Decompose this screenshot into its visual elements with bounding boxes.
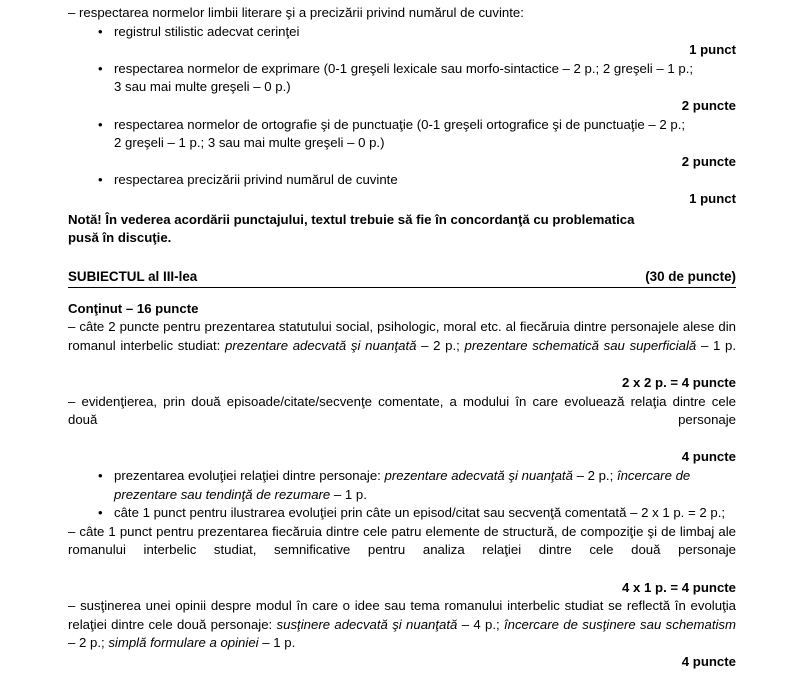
- criterion-paragraph: [68, 318, 736, 374]
- list-item: [68, 504, 736, 523]
- run-text-italic: susţinere adecvată şi nuanţată: [276, 616, 458, 632]
- subject-title: SUBIECTUL al III-lea: [68, 268, 198, 284]
- score-value: 4 puncte: [681, 654, 736, 669]
- score-value: 1 punct: [689, 190, 736, 206]
- score-value: 4 x 1 p. = 4 puncte: [622, 579, 736, 595]
- run-text-italic: prezentare adecvată şi nuanţată: [224, 337, 417, 353]
- run-text: – 2 p.;: [416, 337, 465, 353]
- content-section-title: Conţinut – 16 puncte: [68, 300, 199, 316]
- run-text: – 1 p.: [696, 337, 736, 353]
- criteria-lead-text: – respectarea normelor limbii literare şi a precizării privind numărul de cuvinte:: [68, 5, 524, 20]
- run-text: – câte 2 puncte pentru prezentarea statutului social, psihologic, moral etc. al fiecăruia dintre personajele alese din romanul interbelic studiat:: [68, 319, 736, 353]
- run-text: – 1 p.: [330, 486, 367, 502]
- run-text: – susţinerea unei opinii despre modul în care o idee sau tema romanului interbelic studiat se reflectă în evoluţia relaţiei dintre cele două personaje:: [68, 598, 736, 632]
- run-text-italic: încercare de susţinere sau schematism: [503, 616, 736, 632]
- list-item-line: respectarea normelor de exprimare (0-1 greşeli lexicale sau morfo-sintactice – 2 p.; 2 greşeli – 1 p.;: [114, 60, 694, 76]
- bullet-icon: •: [98, 172, 103, 188]
- run-text: – 2 p.;: [572, 468, 617, 484]
- score-value: 4 puncte: [681, 449, 736, 465]
- bullet-icon: •: [98, 505, 103, 521]
- bullet-icon: •: [98, 60, 103, 76]
- note-block: [68, 211, 736, 248]
- document-content: [68, 4, 736, 690]
- run-text: – câte 1 punct pentru prezentarea fiecăruia dintre cele patru elemente de structură, de compoziţie şi de limbaj ale romanului interbelic studiat, semnificative pentru analiza relaţiei dintre cele două personaje: [68, 523, 736, 558]
- run-text: – 1 p.: [258, 635, 296, 651]
- run-text-italic: prezentare schematică sau superficială: [464, 337, 697, 353]
- run-text: – 2 p.;: [68, 635, 109, 651]
- run-text-italic: încercare de prezentare sau tendinţă de rezumare: [114, 468, 691, 502]
- bullet-icon: •: [98, 116, 103, 132]
- score-value: 2 puncte: [681, 97, 736, 113]
- bullet-icon: •: [98, 468, 103, 484]
- note-line-2: pusă în discuţie.: [68, 230, 172, 246]
- list-item: [68, 60, 736, 116]
- list-item-line: 2 greşeli – 1 p.; 3 sau mai multe greşeli – 0 p.): [114, 135, 385, 151]
- criterion-paragraph: [68, 523, 736, 579]
- criterion-paragraph: [68, 597, 736, 690]
- list-item-line: 3 sau mai multe greşeli – 0 p.): [114, 79, 291, 95]
- run-text: prezentarea evoluţiei relaţiei dintre personaje:: [114, 468, 385, 484]
- list-item-line: respectarea precizării privind numărul de cuvinte: [114, 172, 398, 188]
- run-text: – evidenţierea, prin două episoade/citate/secvenţe comentate, a modului în care evoluează relaţia dintre cele două personaje: [68, 393, 736, 428]
- run-text: câte 1 punct pentru ilustrarea evoluţiei prin câte un episod/citat sau secvenţă comentată – 2 x 1 p. = 2 p.;: [114, 505, 726, 521]
- score-value: 2 x 2 p. = 4 puncte: [622, 375, 736, 391]
- score-value: 1 punct: [689, 42, 736, 58]
- run-text-italic: prezentare adecvată şi nuanţată: [384, 468, 573, 484]
- run-text-italic: simplă formulare a opiniei: [108, 635, 259, 651]
- run-text: – 4 p.;: [457, 616, 504, 632]
- list-item: [68, 467, 736, 504]
- bullet-icon: •: [98, 23, 103, 39]
- criterion-paragraph: [68, 393, 736, 449]
- list-item: [68, 171, 736, 208]
- list-item: [68, 116, 736, 172]
- list-item-line: registrul stilistic adecvat cerinţei: [114, 23, 300, 39]
- subject-header: [68, 268, 736, 288]
- note-line-1: Notă! În vederea acordării punctajului, textul trebuie să fie în concordanţă cu problematica: [68, 211, 635, 227]
- criterion-bullet-list: [68, 467, 736, 523]
- criteria-lead-line: [68, 4, 736, 23]
- criteria-bullet-list: [68, 23, 736, 209]
- score-value: 2 puncte: [681, 153, 736, 169]
- subject-points: (30 de puncte): [645, 268, 736, 284]
- list-item: [68, 23, 736, 60]
- list-item-line: respectarea normelor de ortografie şi de punctuaţie (0-1 greşeli ortografice şi de punctuaţie – 2 p.;: [114, 116, 686, 132]
